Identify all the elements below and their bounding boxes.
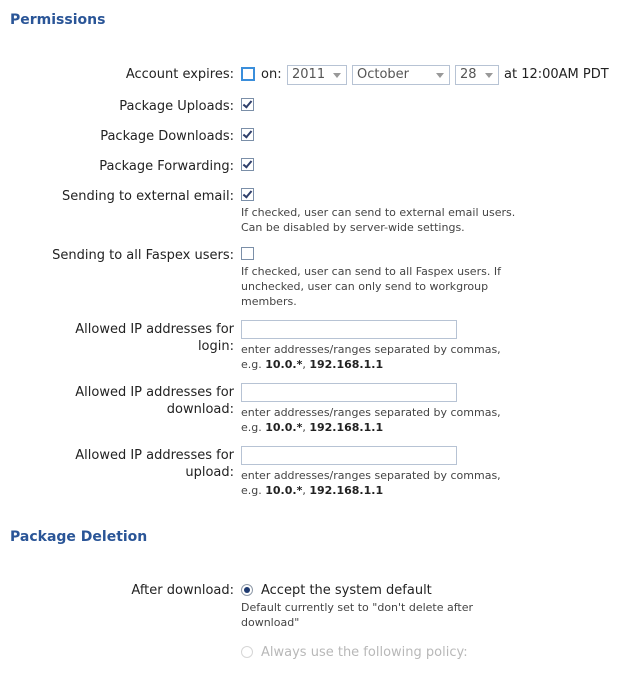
package-deletion-heading: Package Deletion	[10, 529, 148, 545]
external-email-checkbox[interactable]	[241, 188, 254, 201]
package-uploads-label: Package Uploads:	[119, 99, 234, 114]
ip-download-label-1: Allowed IP addresses for	[75, 385, 234, 400]
external-email-help-2: Can be disabled by server-wide settings.	[241, 221, 465, 234]
permissions-heading: Permissions	[10, 12, 106, 28]
expires-month-value: October	[357, 67, 410, 82]
expires-year-value: 2011	[292, 67, 326, 82]
external-email-label: Sending to external email:	[61, 189, 234, 204]
ip-download-example-1: 10.0.*	[265, 421, 303, 434]
ip-login-input[interactable]	[241, 320, 457, 339]
all-faspex-help-1: If checked, user can send to all Faspex users. If	[241, 265, 501, 278]
ip-upload-input[interactable]	[241, 446, 457, 465]
accept-default-radio[interactable]	[241, 584, 253, 596]
package-downloads-label: Package Downloads:	[100, 129, 234, 144]
ip-download-label-2: download:	[166, 402, 234, 417]
ip-download-example-2: 192.168.1.1	[309, 421, 384, 434]
expires-on-label: on:	[261, 67, 282, 82]
ip-login-example-2: 192.168.1.1	[309, 358, 384, 371]
chevron-down-icon	[436, 73, 444, 78]
expires-year-select[interactable]	[287, 65, 347, 85]
expires-time-text: at 12:00AM PDT	[504, 67, 609, 82]
ip-login-help-sep: ,	[302, 358, 306, 371]
expires-day-value: 28	[460, 67, 477, 82]
default-help-2: download"	[241, 616, 300, 629]
external-email-help-1: If checked, user can send to external email users.	[241, 206, 516, 219]
all-faspex-help-3: members.	[241, 295, 297, 308]
all-faspex-help-2: unchecked, user can only send to workgroup	[241, 280, 489, 293]
ip-upload-example-2: 192.168.1.1	[309, 484, 384, 497]
ip-upload-help-sep: ,	[302, 484, 306, 497]
ip-download-help-2	[241, 420, 383, 435]
package-downloads-checkbox[interactable]	[241, 128, 254, 141]
ip-upload-label-2: upload:	[185, 465, 234, 480]
package-forwarding-label: Package Forwarding:	[99, 159, 234, 174]
accept-default-label: Accept the system default	[261, 583, 432, 598]
ip-download-help-eg: e.g.	[241, 421, 262, 434]
after-download-label: After download:	[131, 583, 234, 598]
always-policy-label: Always use the following policy:	[261, 645, 468, 660]
ip-login-label-2: login:	[197, 339, 234, 354]
account-expires-label: Account expires:	[125, 67, 234, 82]
package-forwarding-checkbox[interactable]	[241, 158, 254, 171]
ip-login-help-2	[241, 357, 383, 372]
ip-download-help-1: enter addresses/ranges separated by commas,	[241, 406, 501, 419]
ip-upload-help-eg: e.g.	[241, 484, 262, 497]
account-expires-checkbox[interactable]	[241, 67, 255, 81]
all-faspex-checkbox[interactable]	[241, 247, 254, 260]
ip-login-help-eg: e.g.	[241, 358, 262, 371]
ip-upload-help-1: enter addresses/ranges separated by commas,	[241, 469, 501, 482]
ip-upload-help-2	[241, 483, 383, 498]
ip-download-help-sep: ,	[302, 421, 306, 434]
ip-login-label-1: Allowed IP addresses for	[75, 322, 234, 337]
ip-upload-label-1: Allowed IP addresses for	[75, 448, 234, 463]
package-uploads-checkbox[interactable]	[241, 98, 254, 111]
chevron-down-icon	[485, 73, 493, 78]
ip-upload-example-1: 10.0.*	[265, 484, 303, 497]
expires-day-select[interactable]	[455, 65, 499, 85]
ip-login-help-1: enter addresses/ranges separated by commas,	[241, 343, 501, 356]
always-policy-radio[interactable]	[241, 646, 253, 658]
chevron-down-icon	[333, 73, 341, 78]
ip-download-input[interactable]	[241, 383, 457, 402]
ip-login-example-1: 10.0.*	[265, 358, 303, 371]
all-faspex-label: Sending to all Faspex users:	[52, 248, 234, 263]
default-help-1: Default currently set to "don't delete after	[241, 601, 474, 614]
expires-month-select[interactable]	[352, 65, 450, 85]
